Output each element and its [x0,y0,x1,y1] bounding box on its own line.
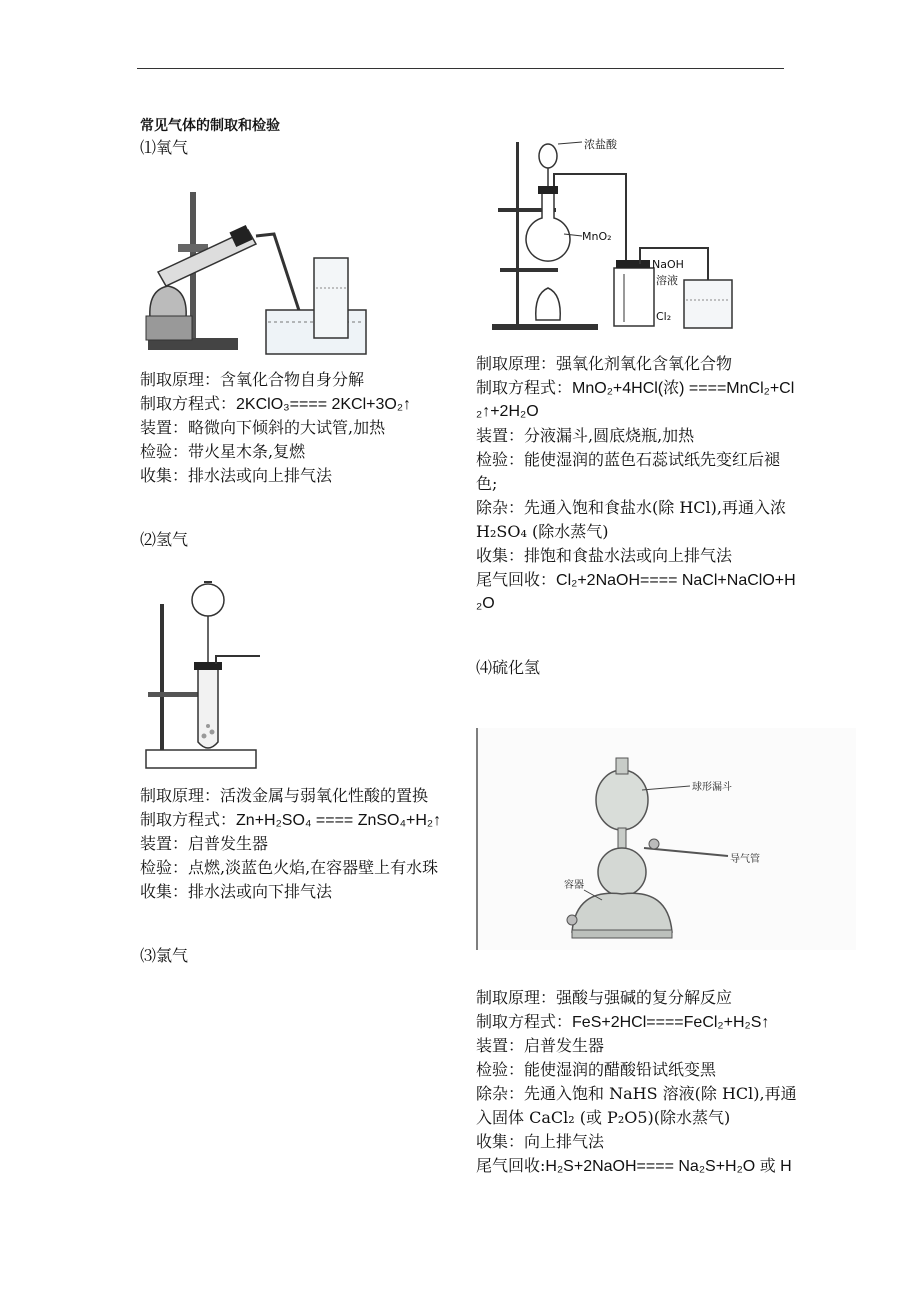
chlorine-purify-line2: H₂SO₄ (除水蒸气) [476,522,609,541]
h2s-heading: ⑷硫化氢 [476,658,541,677]
chlorine-apparatus-figure [488,124,740,336]
hydrogen-equation-prefix: 制取方程式： [140,810,237,829]
chlorine-test-line2: 色; [476,474,498,493]
h2s-test: 检验：能使湿润的醋酸铅试纸变黑 [476,1060,717,1079]
h2s-tail: H₂S+2NaOH==== Na₂S+H₂O 或 H [545,1158,792,1175]
chlorine-purify-line1: 除杂：先通入饱和食盐水(除 HCl),再通入浓 [476,498,786,517]
h2s-equation: FeS+2HCl====FeCl₂+H₂S↑ [572,1014,770,1031]
chlorine-equation-line1: MnO₂+4HCl(浓) ====MnCl₂+Cl [572,380,795,397]
chlorine-equation-line2: ₂↑+2H₂O [476,403,539,420]
hydrogen-heading: ⑵氢气 [140,530,189,549]
chlorine-equation-prefix: 制取方程式： [476,378,573,397]
hydrogen-equation: Zn+H₂SO₄ ==== ZnSO₄+H₂↑ [236,812,442,829]
oxygen-apparatus: 装置：略微向下倾斜的大试管,加热 [140,418,386,437]
oxygen-equation: 2KClO₃==== 2KCl+3O₂↑ [236,396,412,413]
chlorine-heading: ⑶氯气 [140,946,189,965]
chlorine-fig-mno2-label: MnO₂ [582,230,612,243]
hydrogen-principle: 制取原理：活泼金属与弱氧化性酸的置换 [140,786,429,805]
chlorine-test-line1: 检验：能使湿润的蓝色石蕊试纸先变红后褪 [476,450,781,469]
h2s-purify-line2: 入固体 CaCl₂ (或 P₂O5)(除水蒸气) [476,1108,731,1127]
hydrogen-test: 检验：点燃,淡蓝色火焰,在容器壁上有水珠 [140,858,439,877]
h2s-fig-vessel-label: 容器 [564,880,584,891]
hydrogen-apparatus: 装置：启普发生器 [140,834,269,853]
oxygen-equation-prefix: 制取方程式： [140,394,237,413]
h2s-equation-row [476,1012,769,1033]
h2s-fig-tube-label: 导气管 [730,854,760,865]
oxygen-test: 检验：带火星木条,复燃 [140,442,306,461]
chlorine-fig-solution-label: 溶液 [656,274,678,287]
chlorine-equation-row [476,378,794,399]
oxygen-heading: ⑴氧气 [140,138,189,157]
h2s-principle: 制取原理：强酸与强碱的复分解反应 [476,988,733,1007]
hydrogen-equation-row [140,810,441,831]
h2s-collect: 收集：向上排气法 [476,1132,605,1151]
chlorine-tail-line1: Cl₂+2NaOH==== NaCl+NaClO+H [556,572,796,589]
oxygen-apparatus-figure [138,178,370,358]
hydrogen-apparatus-figure [142,578,266,774]
oxygen-collect: 收集：排水法或向上排气法 [140,466,333,485]
h2s-kipp-apparatus-figure [476,728,856,950]
chlorine-apparatus: 装置：分液漏斗,圆底烧瓶,加热 [476,426,695,445]
h2s-purify-line1: 除杂：先通入饱和 NaHS 溶液(除 HCl),再通 [476,1084,797,1103]
chlorine-fig-acid-label: 浓盐酸 [584,138,617,151]
h2s-equation-prefix: 制取方程式： [476,1012,573,1031]
chlorine-fig-naoh-label: NaOH [652,258,684,271]
oxygen-principle: 制取原理：含氧化合物自身分解 [140,370,365,389]
h2s-tail-row [476,1156,792,1177]
h2s-fig-funnel-label: 球形漏斗 [692,782,732,793]
oxygen-equation-row [140,394,411,415]
chlorine-principle: 制取原理：强氧化剂氧化含氧化合物 [476,354,733,373]
header-rule [137,68,784,69]
hydrogen-collect: 收集：排水法或向下排气法 [140,882,333,901]
h2s-tail-prefix: 尾气回收: [476,1156,546,1175]
chlorine-tail-prefix: 尾气回收： [476,570,557,589]
h2s-apparatus: 装置：启普发生器 [476,1036,605,1055]
chlorine-fig-cl2-label: Cl₂ [656,310,672,323]
chlorine-tail-line2: ₂O [476,595,495,612]
chlorine-collect: 收集：排饱和食盐水法或向上排气法 [476,546,733,565]
page-title: 常见气体的制取和检验 [140,118,280,134]
chlorine-tail-row [476,570,796,591]
